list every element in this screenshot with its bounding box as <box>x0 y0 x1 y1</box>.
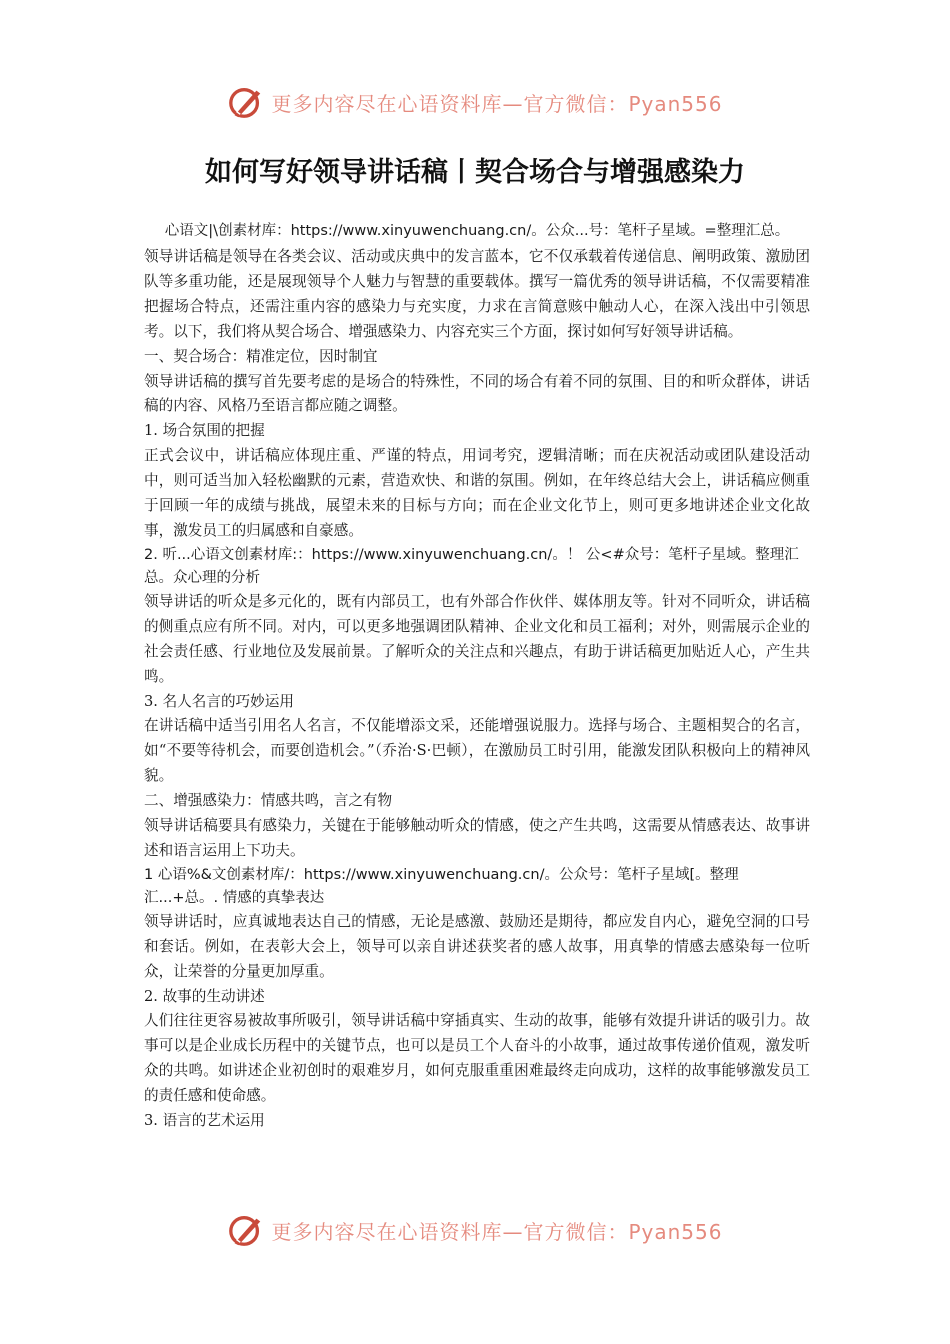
paragraph: 人们往往更容易被故事所吸引，领导讲话稿中穿插真实、生动的故事，能够有效提升讲话的吸引力。故事可以是企业成长历程中的关键节点，也可以是员工个人奋斗的小故事，通过故事传递价值观，激发听众的共鸣。如讲述企业初创时的艰难岁月，如何克服重重困难最终走向成功，这样的故事能够激发员工的责任感和使命感。 <box>144 1012 810 1105</box>
footer-banner <box>0 1208 950 1252</box>
subheading: 3. 名人名言的巧妙运用 <box>144 692 294 710</box>
subheading: 2. 故事的生动讲述 <box>144 987 265 1005</box>
source-notice: 2. 听...心语文创素材库:：https://www.xinyuwenchuang.cn/。！ 公<#众号：笔杆子星域。整理汇总。众心理的分析 <box>144 546 799 586</box>
section-heading: 一、契合场合：精准定位，因时制宜 <box>144 347 378 365</box>
page-title: 如何写好领导讲话稿丨契合场合与增强感染力 <box>205 157 745 188</box>
subheading: 3. 语言的艺术运用 <box>144 1112 265 1130</box>
paragraph: 领导讲话稿要具有感染力，关键在于能够触动听众的情感，使之产生共鸣，这需要从情感表达、故事讲述和语言运用上下功夫。 <box>144 817 810 859</box>
paragraph: 领导讲话的听众是多元化的，既有内部员工，也有外部合作伙伴、媒体朋友等。针对不同听众，讲话稿的侧重点应有所不同。对内，可以更多地强调团队精神、企业文化和员工福利；对外，则需展示企业的社会责任感、行业地位及发展前景。了解听众的关注点和兴趣点，有助于讲话稿更加贴近人心，产生共鸣。 <box>144 592 810 685</box>
source-notice: 1 心语%&文创素材库/：https://www.xinyuwenchuang.cn/。公众号：笔杆子星域[。整理汇...+总。. 情感的真挚表达 <box>144 866 739 906</box>
section-heading: 二、增强感染力：情感共鸣，言之有物 <box>144 792 393 810</box>
banner-text: 更多内容尽在心语资料库—官方微信：Pyan556 <box>271 1219 723 1244</box>
banner-text: 更多内容尽在心语资料库—官方微信：Pyan556 <box>271 91 723 116</box>
source-notice: 心语文|\创素材库：https://www.xinyuwenchuang.cn/。公众...号：笔杆子星域。=整理汇总。 <box>164 223 790 239</box>
paragraph: 领导讲话时，应真诚地表达自己的情感，无论是感激、鼓励还是期待，都应发自内心，避免空洞的口号和套话。例如，在表彰大会上，领导可以亲自讲述获奖者的感人故事，用真挚的情感去感染每一位听众，让荣誉的分量更加厚重。 <box>144 912 810 980</box>
paragraph: 在讲话稿中适当引用名人名言，不仅能增添文采，还能增强说服力。选择与场合、主题相契合的名言，如“不要等待机会，而要创造机会。”（乔治·S·巴顿），在激励员工时引用，能激发团队积极向上的精神风貌。 <box>144 717 810 785</box>
article-body <box>144 220 810 1134</box>
paragraph: 领导讲话稿的撰写首先要考虑的是场合的特殊性，不同的场合有着不同的氛围、目的和听众群体，讲话稿的内容、风格乃至语言都应随之调整。 <box>144 372 810 415</box>
pen-circle-icon <box>227 83 265 121</box>
paragraph: 正式会议中，讲话稿应体现庄重、严谨的特点，用词考究，逻辑清晰；而在庆祝活动或团队建设活动中，则可适当加入轻松幽默的元素，营造欢快、和谐的氛围。例如，在年终总结大会上，讲话稿应侧重于回顾一年的成绩与挑战，展望未来的目标与方向；而在企业文化节上，则可更多地讲述企业文化故事，激发员工的归属感和自豪感。 <box>144 447 810 539</box>
intro-paragraph: 领导讲话稿是领导在各类会议、活动或庆典中的发言蓝本，它不仅承载着传递信息、阐明政策、激励团队等多重功能，还是展现领导个人魅力与智慧的重要载体。撰写一篇优秀的领导讲话稿，不仅需要精准把握场合特点，还需注重内容的感染力与充实度，力求在言简意赅中触动人心，在深入浅出中引领思考。以下，我们将从契合场合、增强感染力、内容充实三个方面，探讨如何写好领导讲话稿。 <box>144 248 810 340</box>
subheading: 1. 场合氛围的把握 <box>144 422 265 440</box>
pen-circle-icon <box>227 1211 265 1249</box>
header-banner <box>0 80 950 124</box>
